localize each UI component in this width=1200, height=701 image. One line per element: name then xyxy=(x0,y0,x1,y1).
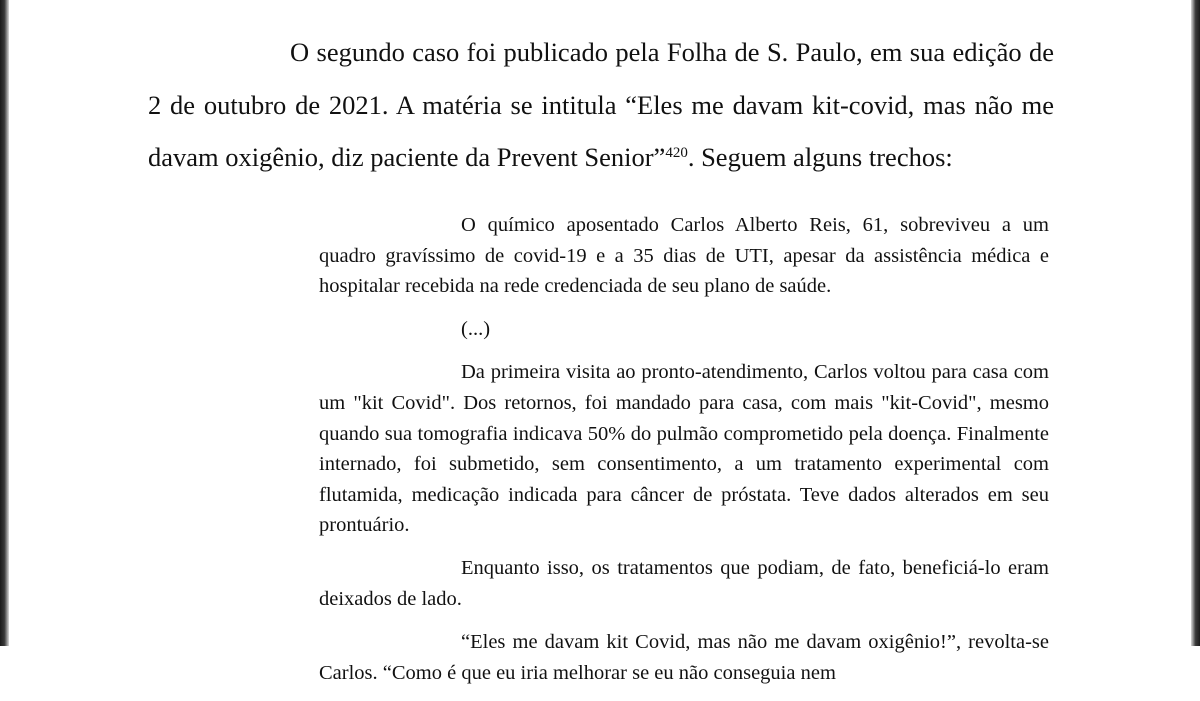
footnote-reference[interactable]: 420 xyxy=(665,145,688,161)
intro-paragraph xyxy=(148,26,1054,184)
intro-text-end: . Seguem alguns trechos: xyxy=(687,142,953,172)
intro-text: O segundo caso foi publicado pela Folha de S. Paulo, em sua edição de 2 de outubro de 2021. A matéria se intitula “Eles me davam kit-covid, mas não me davam oxigênio, diz paciente da Prevent Senior” xyxy=(148,37,1054,172)
quote-ellipsis: (...) xyxy=(461,318,491,341)
block-quote xyxy=(319,210,1049,701)
page-right-edge xyxy=(1191,0,1200,646)
page-left-edge xyxy=(0,0,9,646)
quote-paragraph: Enquanto isso, os tratamentos que podiam, de fato, beneficiá-lo eram deixados de lado. xyxy=(319,557,1049,611)
quote-paragraph: “Eles me davam kit Covid, mas não me davam oxigênio!”, revolta-se Carlos. “Como é que eu iria melhorar se eu não conseguia nem xyxy=(319,631,1049,684)
quote-paragraph: Da primeira visita ao pronto-atendimento, Carlos voltou para casa com um "kit Covid". Dos retornos, foi mandado para casa, com mais "kit-Covid", mesmo quando sua tomografia indicava 50% do pulmão comprometido pela doença. Finalmente internado, foi submetido, sem consentimento, a um tratamento experimental com flutamida, medicação indicada para câncer de próstata. Teve dados alterados em seu prontuário. xyxy=(319,361,1049,537)
quote-paragraph: O químico aposentado Carlos Alberto Reis, 61, sobreviveu a um quadro gravíssimo de covid-19 e a 35 dias de UTI, apesar da assistência médica e hospitalar recebida na rede credenciada de seu plano de saúde. xyxy=(319,214,1049,298)
